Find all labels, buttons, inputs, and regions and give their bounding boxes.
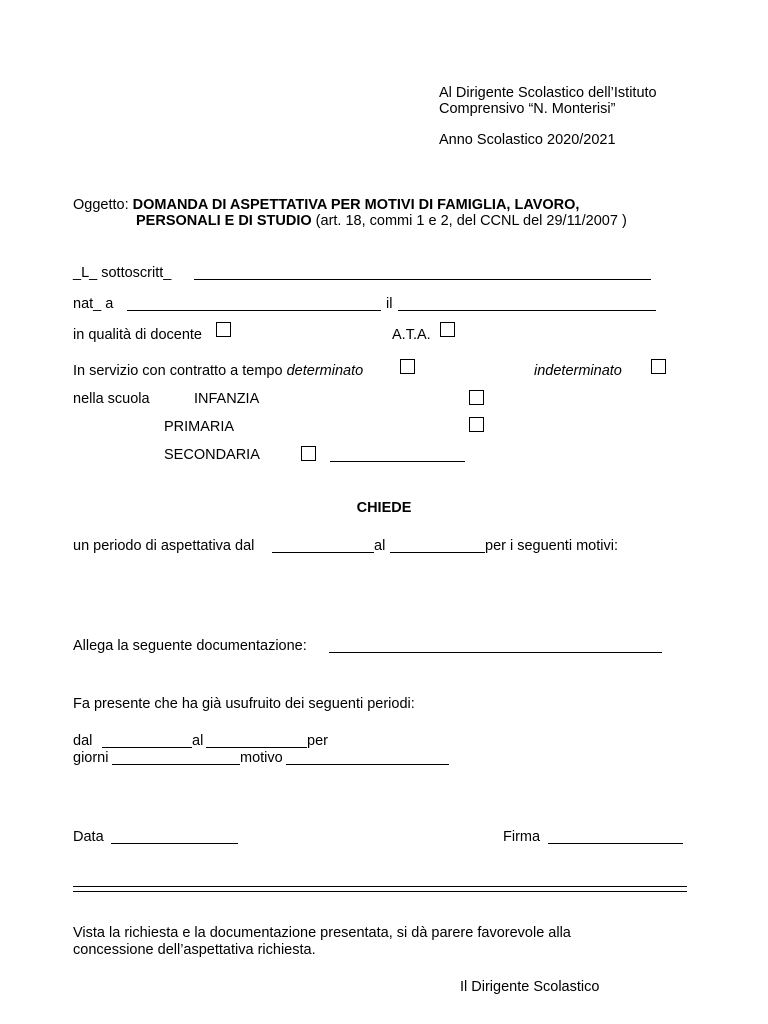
subject-title-1: DOMANDA DI ASPETTATIVA PER MOTIVI DI FAMIGLIA, LAVORO, xyxy=(132,197,580,213)
infanzia-checkbox[interactable] xyxy=(469,390,484,405)
contract-label-row xyxy=(73,363,363,380)
teacher-checkbox[interactable] xyxy=(216,322,231,337)
approval-text-1: Vista la richiesta e la documentazione presentata, si dà parere favorevole alla xyxy=(73,925,571,941)
period-to-label: al xyxy=(374,538,386,554)
birthdate-field[interactable] xyxy=(398,297,656,311)
ata-checkbox[interactable] xyxy=(440,322,455,337)
undersigned-label: _L_ sottoscritt_ xyxy=(73,265,172,281)
previous-days-label: giorni xyxy=(73,750,109,766)
previous-to-field[interactable] xyxy=(206,734,307,748)
approval-text-2: concessione dell’aspettativa richiesta. xyxy=(73,942,316,958)
level-primaria-label: PRIMARIA xyxy=(164,419,235,435)
primaria-checkbox[interactable] xyxy=(469,417,484,432)
role-ata-label: A.T.A. xyxy=(392,327,431,343)
subject-title-2: PERSONALI E DI STUDIO xyxy=(136,213,312,229)
documentation-label: Allega la seguente documentazione: xyxy=(73,638,307,654)
school-label: nella scuola xyxy=(73,391,150,407)
undersigned-name-field[interactable] xyxy=(194,266,651,280)
date-label: Data xyxy=(73,829,104,845)
signature-field[interactable] xyxy=(548,830,683,844)
determinate-checkbox[interactable] xyxy=(400,359,415,374)
indeterminate-label: indeterminato xyxy=(534,363,622,379)
section-separator xyxy=(73,886,687,892)
signature-label: Firma xyxy=(503,829,541,845)
secondaria-checkbox[interactable] xyxy=(301,446,316,461)
level-infanzia-label: INFANZIA xyxy=(194,391,260,407)
request-heading: CHIEDE xyxy=(356,500,412,516)
previous-days-field[interactable] xyxy=(112,751,240,765)
period-to-field[interactable] xyxy=(390,539,485,553)
school-year: Anno Scolastico 2020/2021 xyxy=(439,132,616,148)
born-label: nat_ a xyxy=(73,296,114,312)
role-teacher-label: in qualità di docente xyxy=(73,327,202,343)
level-secondaria-label: SECONDARIA xyxy=(164,447,260,463)
previous-per-label: per xyxy=(307,733,328,749)
previous-from-label: dal xyxy=(73,733,93,749)
previous-periods-intro: Fa presente che ha già usufruito dei seguenti periodi: xyxy=(73,696,415,712)
approval-signatory: Il Dirigente Scolastico xyxy=(460,979,600,995)
subject-reference: (art. 18, commi 1 e 2, del CCNL del 29/11/2007 ) xyxy=(315,213,627,229)
previous-reason-field[interactable] xyxy=(286,751,449,765)
subject-label: Oggetto: xyxy=(73,197,129,213)
documentation-field[interactable] xyxy=(329,639,662,653)
birthdate-label: il xyxy=(386,296,393,312)
previous-to-label: al xyxy=(192,733,204,749)
contract-label: In servizio con contratto a tempo xyxy=(73,363,283,379)
reasons-label: per i seguenti motivi: xyxy=(485,538,618,554)
recipient-line-1: Al Dirigente Scolastico dell’Istituto xyxy=(439,85,657,101)
birthplace-field[interactable] xyxy=(127,297,381,311)
date-field[interactable] xyxy=(111,830,238,844)
period-label: un periodo di aspettativa dal xyxy=(73,538,255,554)
indeterminate-checkbox[interactable] xyxy=(651,359,666,374)
recipient-line-2: Comprensivo “N. Monterisi” xyxy=(439,101,616,117)
determinate-label: determinato xyxy=(286,363,364,379)
period-from-field[interactable] xyxy=(272,539,374,553)
secondaria-detail-field[interactable] xyxy=(330,448,465,462)
previous-from-field[interactable] xyxy=(102,734,192,748)
subject-line-1 xyxy=(73,197,579,214)
subject-line-2 xyxy=(136,213,627,230)
previous-reason-label: motivo xyxy=(240,750,283,766)
